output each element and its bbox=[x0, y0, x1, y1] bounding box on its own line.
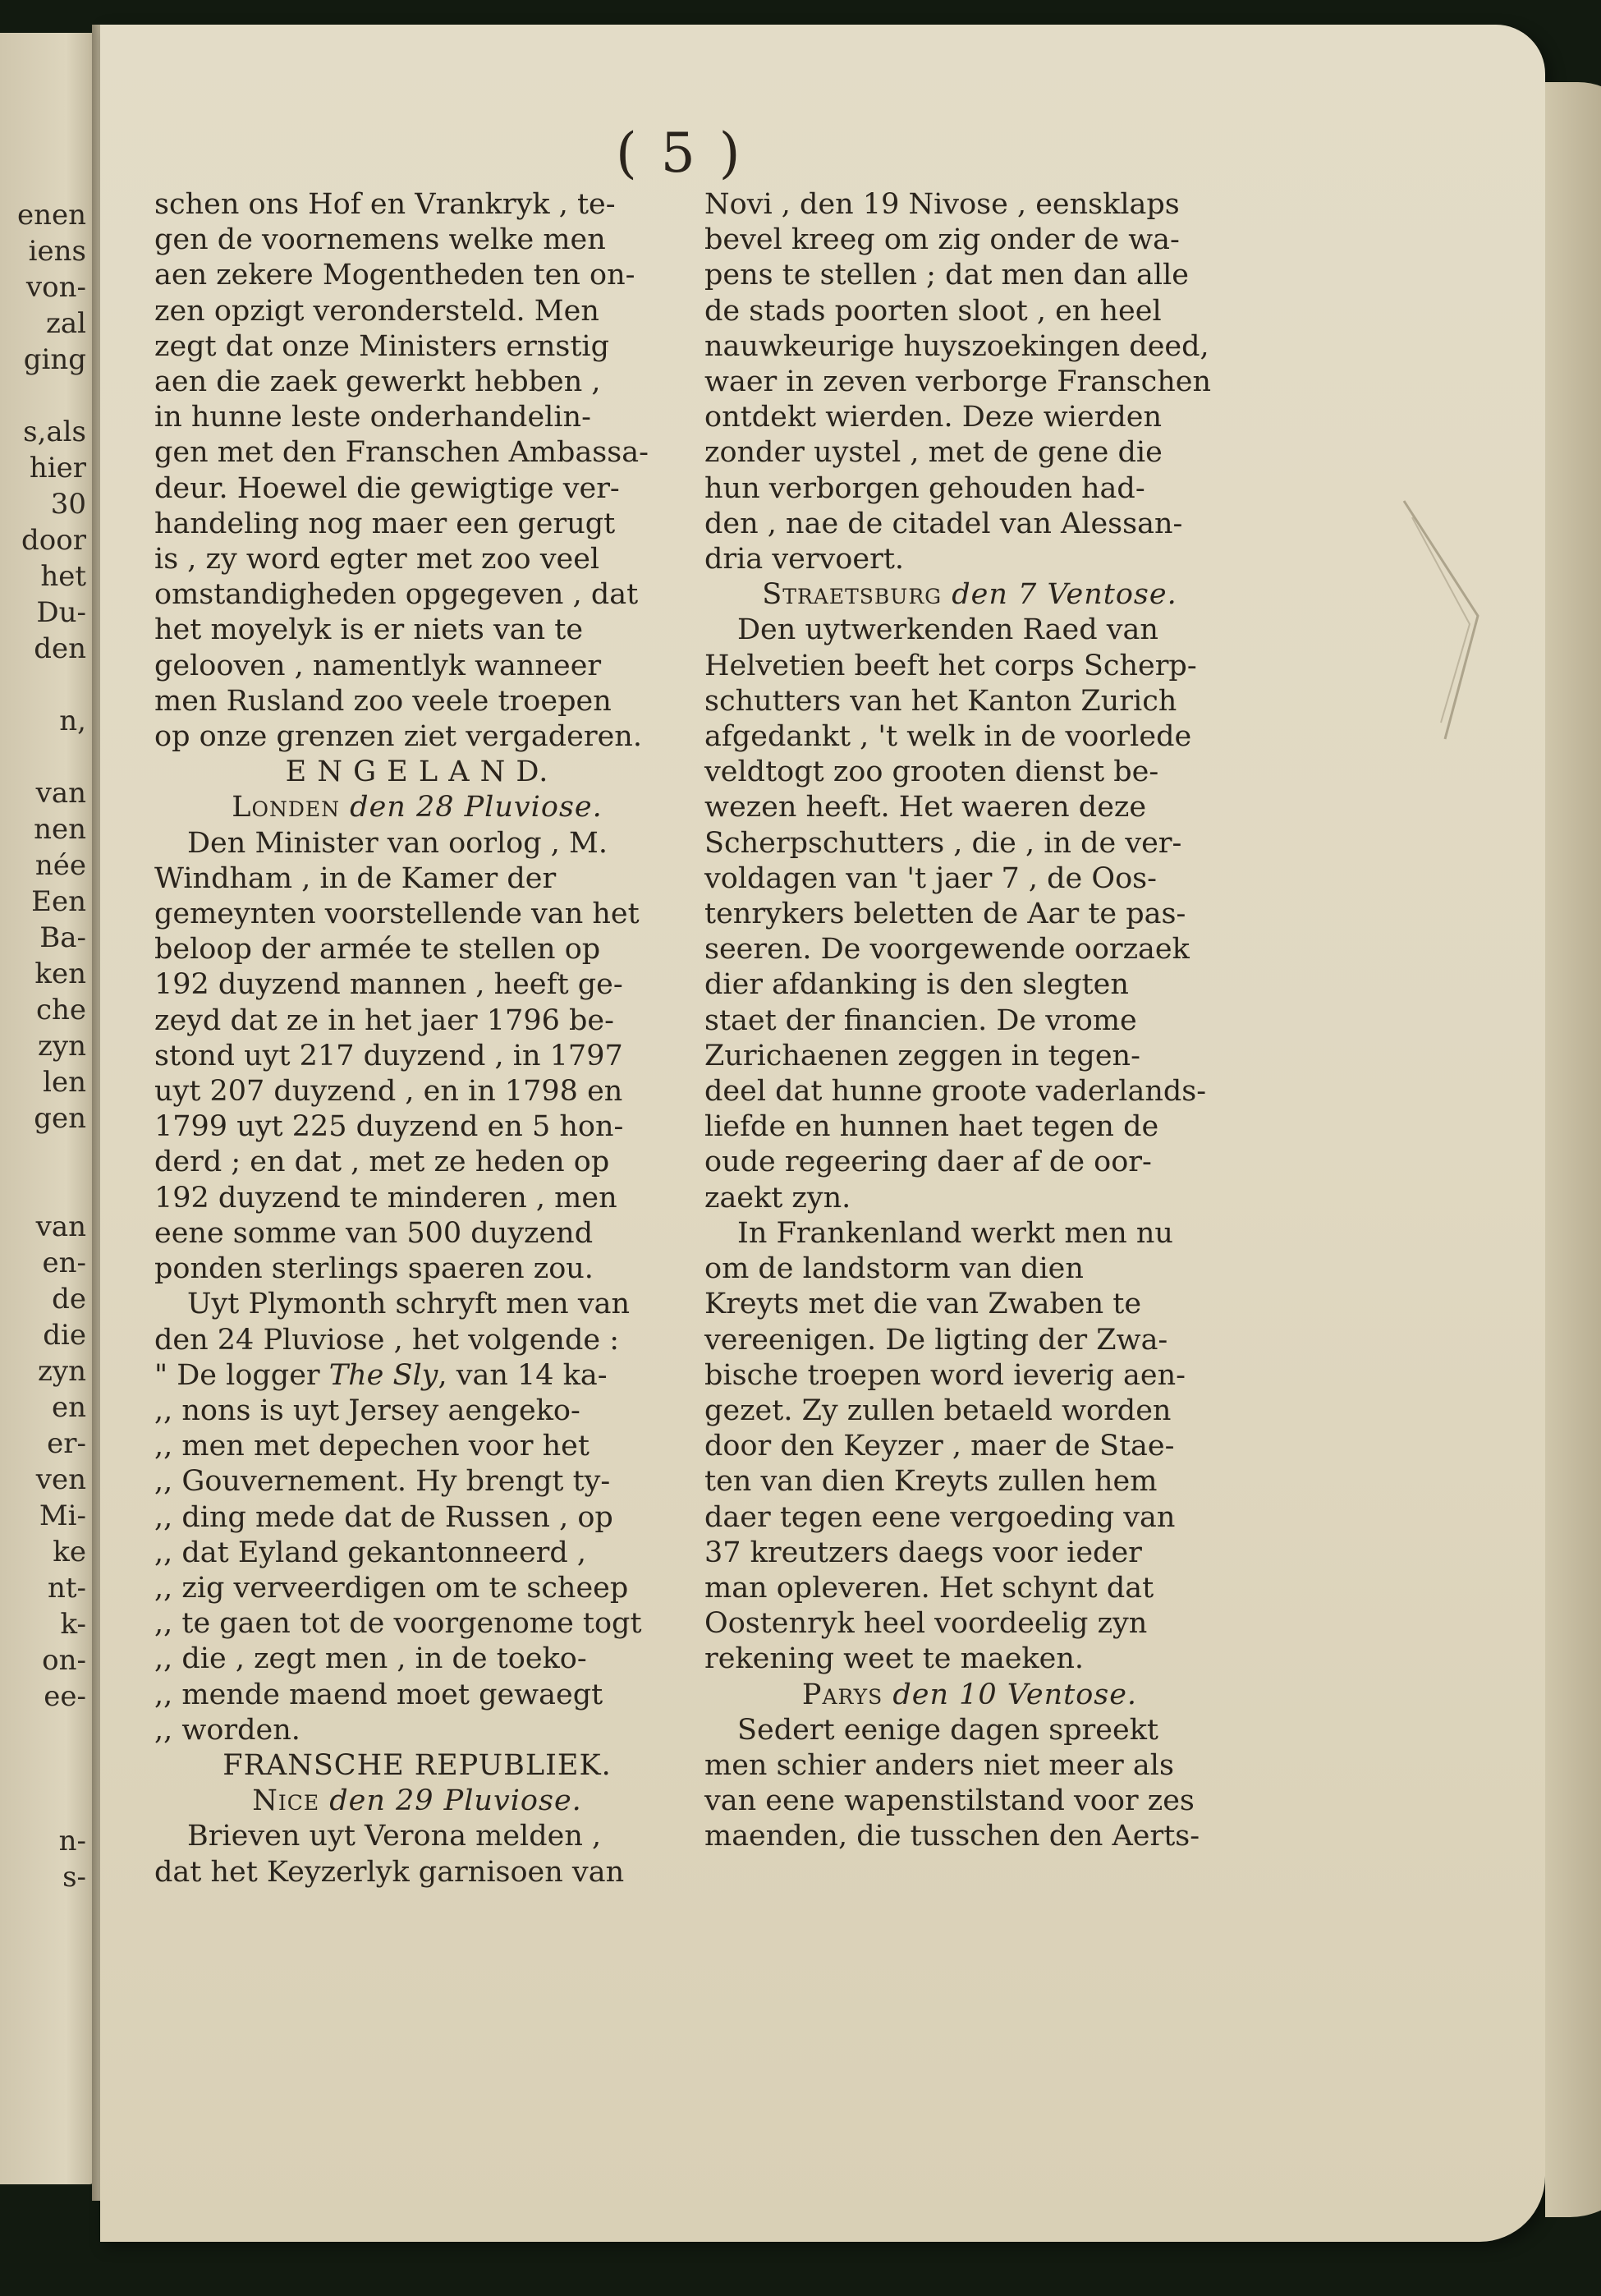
left-page-fragment: en bbox=[51, 1391, 86, 1424]
left-page-fragment: ken bbox=[34, 957, 86, 990]
left-page-fragment: iens bbox=[28, 235, 86, 268]
dateline-place: Nice bbox=[252, 1784, 320, 1818]
article-paragraph: Sedert eenige dagen spreekt men schier anders niet meer als van eene wapenstilstand voor zes maenden, die tusschen den Aerts- bbox=[704, 1713, 1200, 1853]
left-page-fragment: Du- bbox=[36, 596, 86, 629]
left-page-fragment: s- bbox=[62, 1861, 86, 1894]
left-page-fragment: zyn bbox=[37, 1355, 86, 1388]
article-paragraph: schen ons Hof en Vrankryk , te- gen de voornemens welke men aen zekere Mogentheden ten on- zen opzigt verondersteld. Men zegt dat onze Ministers ernstig aen die zaek gewerkt hebben , in hunne leste onderhandelin- gen met den Franschen Ambassa- deur. Hoewel die gewigtige ver- handeling nog maer een gerugt is , zy word egter met zoo veel omstandigheden opgegeven , dat het moyelyk is er niets van te gelooven , namentlyk wanneer men Rusland zoo veele troepen op onze grenzen ziet vergaderen. bbox=[154, 188, 649, 754]
left-page-fragment: ging bbox=[23, 343, 86, 376]
left-page-fragment: van bbox=[35, 777, 86, 810]
left-page-fragment: ee- bbox=[44, 1680, 86, 1713]
left-page-fragment: on- bbox=[42, 1644, 86, 1677]
left-page-fragment: Mi- bbox=[39, 1499, 86, 1532]
dateline-parys bbox=[704, 1678, 1235, 1713]
left-page-fragment: s,als bbox=[23, 416, 86, 448]
article-paragraph: Novi , den 19 Nivose , eensklaps bevel kreeg om zig onder de wa- pens te stellen ; dat men dan alle de stads poorten sloot , en heel nauwkeurige huyszoekingen deed, waer in zeven verborge Franschen ontdekt wierden. Deze wierden zonder uystel , met de gene die hun verborgen gehouden had- den , nae de citadel van Alessan- dria vervoert. bbox=[704, 188, 1212, 576]
column-right bbox=[704, 187, 1235, 1855]
left-page-fragment: en- bbox=[42, 1247, 86, 1279]
left-page-fragment: den bbox=[34, 632, 86, 665]
bleed-through-ornament bbox=[1396, 493, 1494, 755]
section-heading-engeland: E N G E L A N D. bbox=[285, 755, 549, 789]
left-page-fragment: nt- bbox=[47, 1572, 86, 1605]
article-paragraph: Den Minister van oorlog , M. Windham , in de Kamer der gemeynten voorstellende van het beloop der armée te stellen op 192 duyzend mannen , heeft ge- zeyd dat ze in het jaer 1796 be- stond uyt 217 duyzend , in 1797 uyt 207 duyzend , en in 1798 en 1799 uyt 225 duyzend en 5 hon- derd ; en dat , met ze heden op 192 duyzend te minderen , men eene somme van 500 duyzend ponden sterlings spaeren zou. bbox=[154, 826, 640, 1286]
dateline-nice bbox=[154, 1784, 680, 1819]
left-page-fragment: het bbox=[40, 560, 86, 593]
left-page-fragment: née bbox=[34, 849, 86, 882]
left-page-edge bbox=[0, 33, 94, 2184]
left-page-fragment: zyn bbox=[37, 1030, 86, 1063]
section-heading-fransche-republiek: FRANSCHE REPUBLIEK. bbox=[222, 1748, 612, 1782]
dateline-place: Straetsburg bbox=[762, 578, 943, 612]
left-page-fragment: Ba- bbox=[39, 921, 86, 954]
quoted-report bbox=[154, 1358, 680, 1748]
left-page-fragment: door bbox=[21, 524, 86, 557]
left-page-fragment: hier bbox=[29, 452, 86, 484]
left-page-fragment: von- bbox=[25, 271, 86, 304]
left-page-fragment: ven bbox=[35, 1463, 86, 1496]
left-page-fragment: er- bbox=[47, 1427, 86, 1460]
dateline-straetsburg bbox=[704, 577, 1235, 613]
left-page-fragment: nen bbox=[34, 813, 86, 846]
quote-open: " De logger bbox=[154, 1358, 329, 1392]
left-page-fragment: gen bbox=[34, 1102, 86, 1135]
ship-name: The Sly bbox=[328, 1358, 438, 1392]
left-page-fragment: de bbox=[52, 1283, 86, 1316]
dateline-date: den 29 Pluviose. bbox=[329, 1784, 582, 1818]
dateline-londen bbox=[154, 790, 680, 825]
left-page-fragment: 30 bbox=[50, 488, 86, 521]
left-page-fragment: che bbox=[35, 994, 86, 1026]
column-left bbox=[154, 187, 680, 1890]
left-page-fragment: n- bbox=[58, 1825, 86, 1857]
page-number: ( 5 ) bbox=[616, 122, 744, 185]
dateline-place: Parys bbox=[801, 1678, 883, 1711]
left-page-fragment: ke bbox=[53, 1536, 86, 1568]
dateline-date: den 10 Ventose. bbox=[892, 1678, 1138, 1711]
left-page-fragment: zal bbox=[45, 307, 86, 340]
dateline-place: Londen bbox=[232, 791, 341, 824]
left-page-fragment: len bbox=[43, 1066, 86, 1099]
quote-rest: , van 14 ka- ,, nons is uyt Jersey aengeko- ,, men met depechen voor het ,, Gouvernement. Hy brengt ty- ,, ding mede dat de Russen , op ,, dat Eyland gekantonneerd , ,, zig verveerdigen om te scheep ,, te gaen tot de voorgenome togt ,, die , zegt men , in de toeko- ,, mende maend moet gewaegt ,, worden. bbox=[154, 1358, 642, 1747]
page-curl-edge bbox=[1545, 82, 1601, 2217]
article-paragraph: Brieven uyt Verona melden , dat het Keyzerlyk garnisoen van bbox=[154, 1820, 625, 1889]
article-paragraph: In Frankenland werkt men nu om de landstorm van dien Kreyts met die van Zwaben te vereenigen. De ligting der Zwa- bische troepen word ieverig aen- gezet. Zy zullen betaeld worden door den Keyzer , maer de Stae- ten van dien Kreyts zullen hem daer tegen eene vergoeding van 37 kreutzers daegs voor ieder man opleveren. Het schynt dat Oostenryk heel voordeelig zyn rekening weet te maeken. bbox=[704, 1216, 1186, 1676]
left-page-fragment: enen bbox=[16, 199, 86, 232]
left-page-fragment: Een bbox=[31, 885, 86, 918]
article-paragraph: Uyt Plymonth schryft men van den 24 Pluviose , het volgende : bbox=[154, 1288, 631, 1357]
dateline-date: den 7 Ventose. bbox=[952, 578, 1177, 612]
article-paragraph: Den uytwerkenden Raed van Helvetien beeft het corps Scherp- schutters van het Kanton Zurich afgedankt , 't welk in de voorlede veldtogt zoo grooten dienst be- wezen heeft. Het waeren deze Scherpschutters , die , in de ver- voldagen van 't jaer 7 , de Oos- tenrykers beletten de Aar te pas- seeren. De voorgewende oorzaek dier afdanking is den slegten staet der financien. De vrome Zurichaenen zeggen in tegen- deel dat hunne groote vaderlands- liefde en hunnen haet tegen de oude regeering daer af de oor- zaekt zyn. bbox=[704, 613, 1207, 1215]
left-page-fragment: k- bbox=[60, 1608, 86, 1641]
left-page-fragment: van bbox=[35, 1210, 86, 1243]
dateline-date: den 28 Pluviose. bbox=[350, 791, 603, 824]
left-page-fragment: die bbox=[43, 1319, 86, 1352]
left-page-fragment: n, bbox=[59, 705, 86, 737]
